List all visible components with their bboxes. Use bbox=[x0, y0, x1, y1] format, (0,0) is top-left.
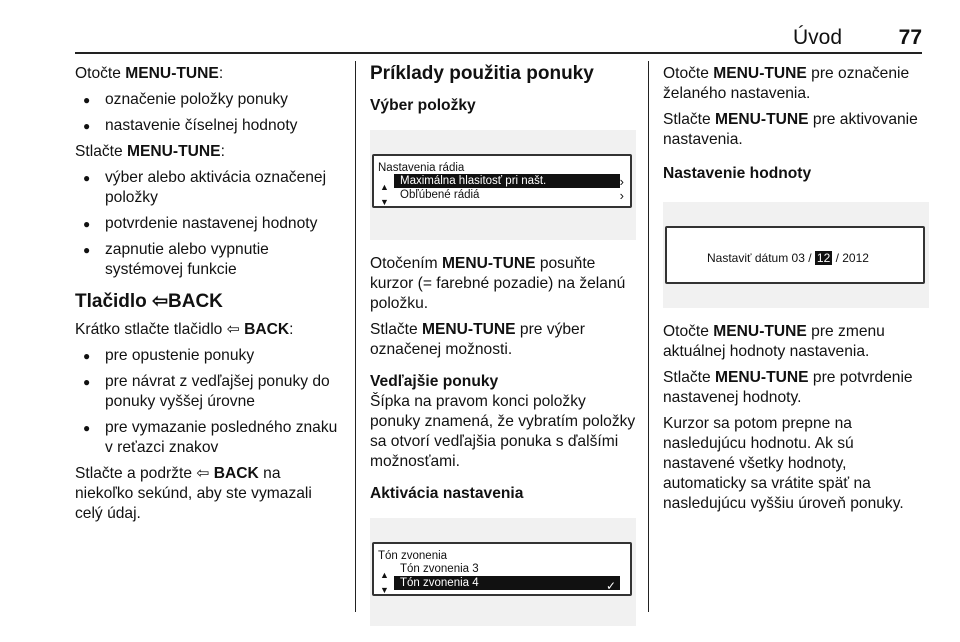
paragraph: Krátko stlačte tlačidlo ⇦ BACK: bbox=[75, 321, 294, 338]
paragraph: Šípka na pravom konci položky ponuky znamená, že vybratím položky sa otvorí vedľajšia ponuka s ďalšími možnosťami. bbox=[370, 393, 636, 470]
list-item: ● pre opustenie ponuky bbox=[75, 346, 340, 366]
chevron-right-icon: › bbox=[619, 188, 624, 203]
up-arrow-icon: ▲ bbox=[380, 182, 389, 192]
checkmark-icon: ✓ bbox=[605, 579, 616, 593]
back-arrow-icon: ⇦ bbox=[226, 321, 245, 338]
paragraph: Stlačte MENU-TUNE: bbox=[75, 143, 225, 160]
column-2 bbox=[370, 64, 636, 640]
down-arrow-icon: ▼ bbox=[380, 197, 389, 207]
header-rule bbox=[75, 52, 922, 54]
menu-row: Tón zvonenia 3 bbox=[400, 563, 479, 575]
menu-row: Obľúbené rádiá bbox=[400, 189, 480, 201]
subheading: Nastavenie hodnoty bbox=[663, 165, 812, 182]
list-item: ● nastavenie číselnej hodnoty bbox=[75, 116, 340, 136]
display-screen bbox=[665, 226, 925, 284]
bullet-list bbox=[75, 346, 340, 458]
paragraph: Otočte MENU-TUNE pre zmenu aktuálnej hodnoty nastavenia. bbox=[663, 323, 885, 360]
paragraph: Kurzor sa potom prepne na nasledujúcu hodnotu. Ak sú nastavené všetky hodnoty, automaticky sa vrátite späť na nasledujúcu vyššiu úroveň ponuky. bbox=[663, 415, 904, 512]
paragraph: Stlačte a podržte ⇦ BACK na niekoľko sekúnd, aby ste vymazali celý údaj. bbox=[75, 465, 312, 522]
screen-illustration bbox=[663, 202, 929, 308]
section-title: Úvod bbox=[792, 26, 842, 49]
screen-illustration bbox=[370, 130, 636, 240]
back-arrow-icon: ⇦ bbox=[152, 291, 168, 312]
list-item: ● zapnutie alebo vypnutie systémovej funkcie bbox=[75, 240, 340, 280]
paragraph: Stlačte MENU-TUNE pre výber označenej možnosti. bbox=[370, 321, 585, 358]
screen-title: Nastavenia rádia bbox=[378, 162, 465, 174]
paragraph: Otočte MENU-TUNE: bbox=[75, 65, 224, 82]
display-screen bbox=[372, 154, 632, 208]
bullet-list bbox=[75, 90, 340, 136]
chevron-right-icon: › bbox=[619, 174, 624, 189]
back-arrow-icon: ⇦ bbox=[196, 465, 214, 482]
list-item: ● pre návrat z vedľajšej ponuky do ponuky vyššej úrovne bbox=[75, 372, 340, 412]
list-item: ● výber alebo aktivácia označenej položky bbox=[75, 168, 340, 208]
page-number: 77 bbox=[898, 26, 922, 49]
down-arrow-icon: ▼ bbox=[380, 585, 389, 595]
section-heading: Tlačidlo ⇦BACK bbox=[75, 291, 223, 312]
screen-illustration bbox=[370, 518, 636, 626]
column-3 bbox=[663, 64, 928, 520]
list-item: ● pre vymazanie posledného znaku v reťazci znakov bbox=[75, 418, 340, 458]
column-divider bbox=[648, 61, 649, 612]
subheading: Vedľajšie ponuky bbox=[370, 373, 499, 390]
up-arrow-icon: ▲ bbox=[380, 570, 389, 580]
date-setting: Nastaviť dátum 03 / 12 / 2012 bbox=[707, 251, 869, 265]
screen-title: Tón zvonenia bbox=[378, 550, 448, 562]
paragraph: Stlačte MENU-TUNE pre aktivovanie nastavenia. bbox=[663, 111, 918, 148]
list-item: ● označenie položky ponuky bbox=[75, 90, 340, 110]
display-screen bbox=[372, 542, 632, 596]
subheading: Výber položky bbox=[370, 97, 476, 114]
paragraph: Stlačte MENU-TUNE pre potvrdenie nastavenej hodnoty. bbox=[663, 369, 913, 406]
bullet-list bbox=[75, 168, 340, 280]
column-1 bbox=[75, 64, 340, 530]
paragraph: Otočením MENU-TUNE posuňte kurzor (= farebné pozadie) na želanú položku. bbox=[370, 255, 626, 312]
subheading: Aktivácia nastavenia bbox=[370, 485, 524, 502]
paragraph: Otočte MENU-TUNE pre označenie želaného nastavenia. bbox=[663, 65, 910, 102]
section-heading: Príklady použitia ponuky bbox=[370, 63, 594, 84]
column-divider bbox=[355, 61, 356, 612]
selected-value: 12 bbox=[816, 251, 831, 265]
menu-row-selected: Maximálna hlasitosť pri našt. bbox=[394, 174, 620, 188]
page-header bbox=[0, 0, 960, 52]
list-item: ● potvrdenie nastavenej hodnoty bbox=[75, 214, 340, 234]
menu-row-selected: Tón zvonenia 4 bbox=[394, 576, 620, 590]
